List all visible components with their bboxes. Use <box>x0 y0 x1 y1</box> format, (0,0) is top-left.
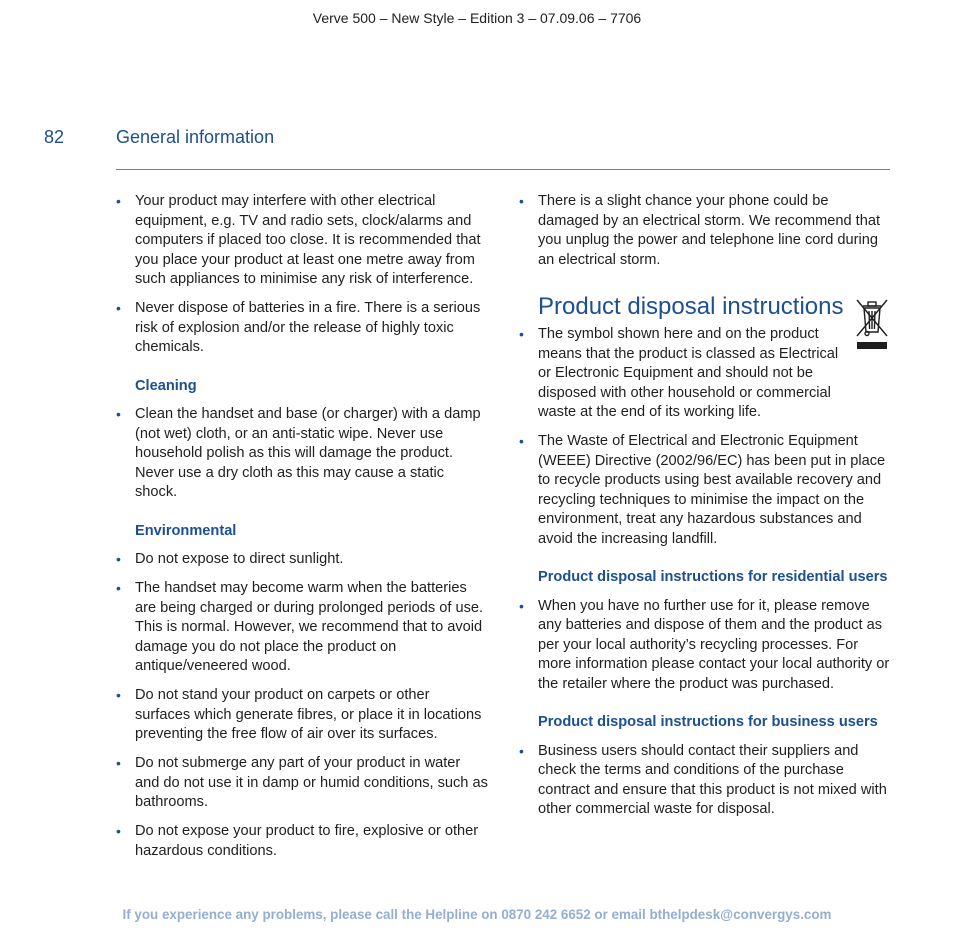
disposal-heading: Product disposal instructions <box>538 293 844 320</box>
weee-bullet-list <box>519 432 891 549</box>
running-title: Verve 500 – New Style – Edition 3 – 07.09.06 – 7706 <box>312 10 642 26</box>
list-item: • Do not submerge any part of your product in water and do not use it in damp or humid conditions, such as bathrooms. <box>116 754 488 813</box>
disposal-bullet-list <box>519 325 891 423</box>
list-item: • The handset may become warm when the batteries are being charged or during prolonged periods of use. This is normal. However, we recommend that to avoid damage you do not place the product on antique/veneered wood. <box>116 579 488 677</box>
list-item: • Your product may interfere with other electrical equipment, e.g. TV and radio sets, clock/alarms and computers if placed too close. It is recommended that you place your product at least one metre away from such appliances to minimise any risk of interference. <box>116 192 488 290</box>
left-column <box>116 192 488 871</box>
storm-bullet-list <box>519 192 891 270</box>
residential-heading: Product disposal instructions for residential users <box>538 569 888 585</box>
list-item: • Business users should contact their suppliers and check the terms and conditions of the purchase contract and ensure that this product is not mixed with other commercial waste for disposal. <box>519 742 891 820</box>
page-number: 82 <box>44 127 65 147</box>
cleaning-bullet-list <box>116 405 488 503</box>
residential-bullet-list <box>519 597 891 695</box>
general-bullet-list <box>116 192 488 358</box>
business-bullet-list <box>519 742 891 820</box>
list-item: • Do not stand your product on carpets or other surfaces which generate fibres, or place it in locations preventing the free flow of air over its surfaces. <box>116 686 488 745</box>
list-item: • Do not expose to direct sunlight. <box>116 550 488 570</box>
list-item: • Clean the handset and base (or charger) with a damp (not wet) cloth, or an anti-static wipe. Never use household polish as this will damage the product. Never use a dry cloth as this may cause a static shock. <box>116 405 488 503</box>
list-item: • There is a slight chance your phone could be damaged by an electrical storm. We recommend that you unplug the power and telephone line cord during an electrical storm. <box>519 192 891 270</box>
list-item: • When you have no further use for it, please remove any batteries and dispose of them and the product as per your local authority’s recycling processes. For more information please contact your local authority or the retailer where the product was purchased. <box>519 597 891 695</box>
environmental-heading: Environmental <box>135 522 237 539</box>
header-divider <box>116 169 890 170</box>
section-title: General information <box>116 127 275 147</box>
right-column <box>519 192 891 829</box>
list-item: • The symbol shown here and on the product means that the product is classed as Electrical or Electronic Equipment and should not be disposed with other household or commercial waste at the end of its working life. <box>519 325 891 423</box>
business-heading: Product disposal instructions for business users <box>538 714 878 730</box>
environmental-bullet-list <box>116 550 488 861</box>
list-item: • Do not expose your product to fire, explosive or other hazardous conditions. <box>116 822 488 861</box>
helpline-footer: If you experience any problems, please call the Helpline on 0870 242 6652 or email bthelpdesk@convergys.com <box>122 907 832 922</box>
list-item: • Never dispose of batteries in a fire. There is a serious risk of explosion and/or the release of highly toxic chemicals. <box>116 299 488 358</box>
list-item: • The Waste of Electrical and Electronic Equipment (WEEE) Directive (2002/96/EC) has been put in place to recycle products using best available recovery and recycling techniques to minimise the impact on the environment, treat any hazardous substances and avoid the increasing landfill. <box>519 432 891 549</box>
cleaning-heading: Cleaning <box>135 377 197 394</box>
